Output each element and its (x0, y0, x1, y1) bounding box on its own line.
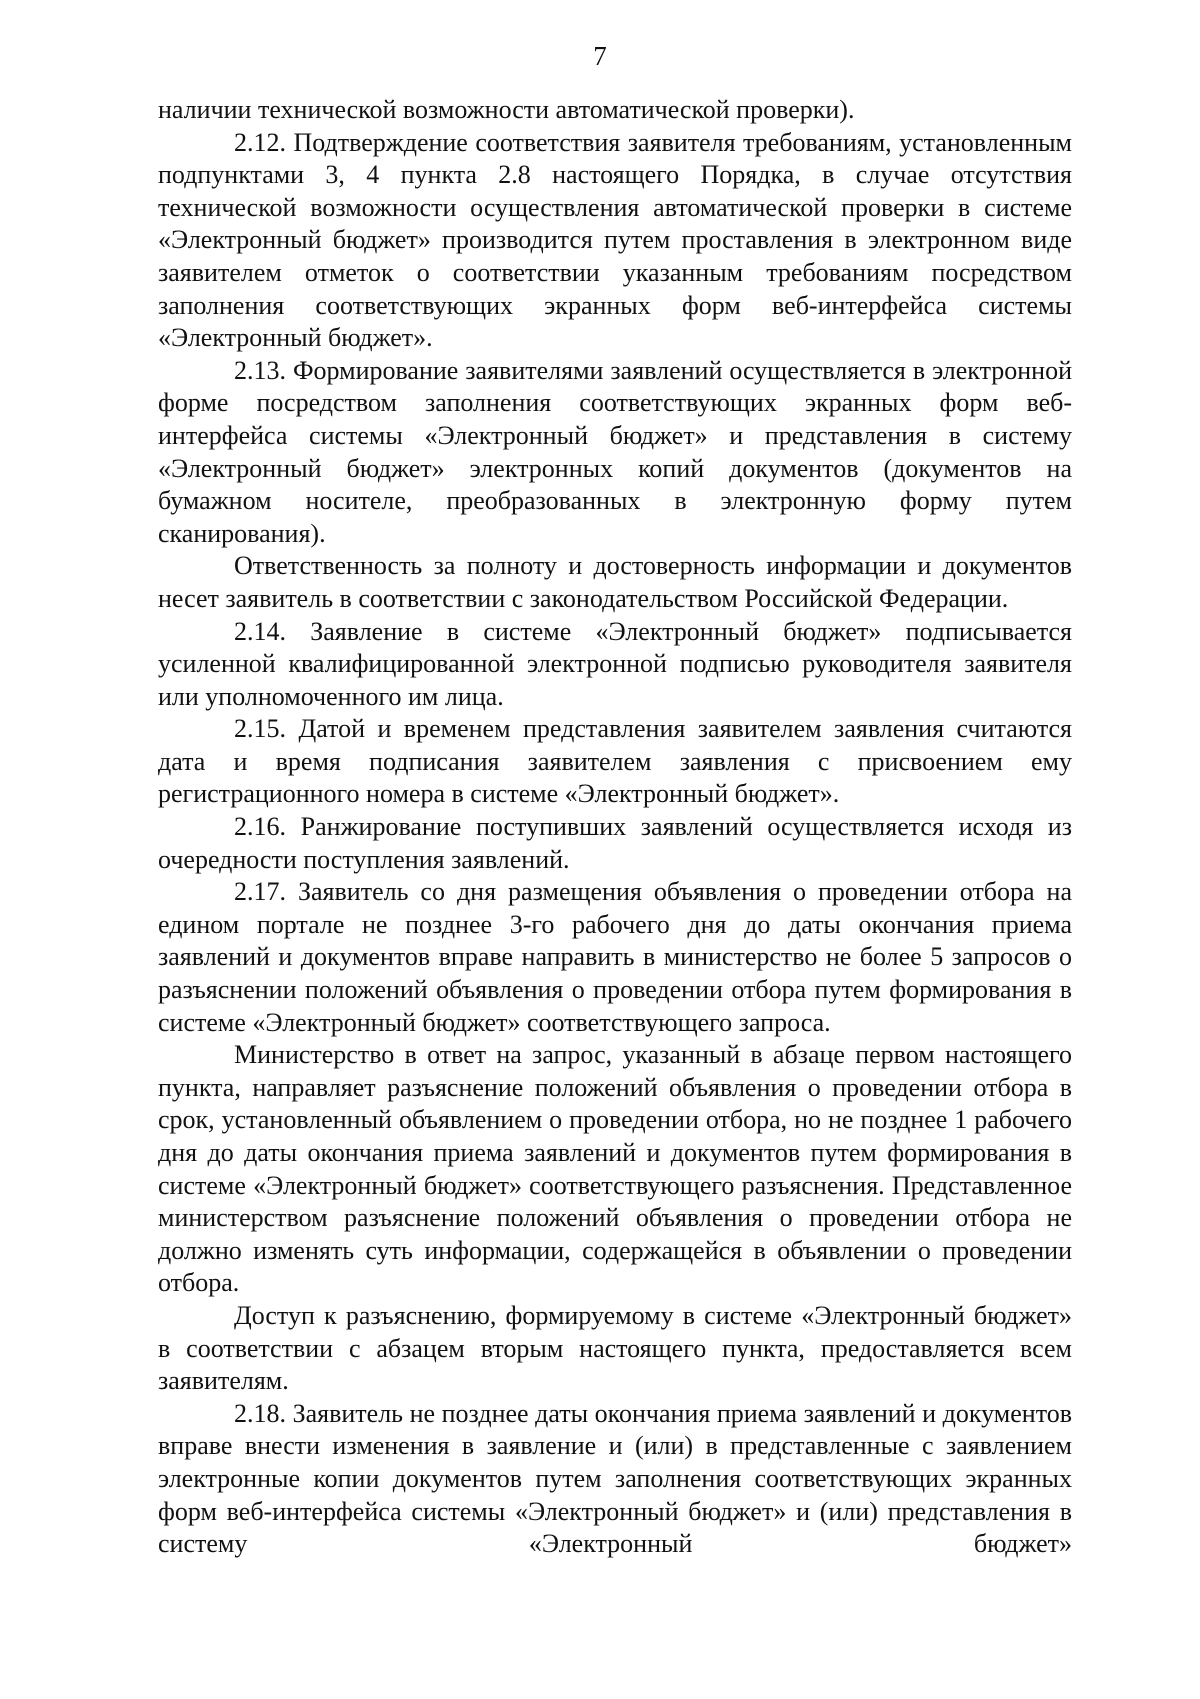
paragraph-2-12: 2.12. Подтверждение соответствия заявителя требованиям, установленным подпунктами 3, 4 пункта 2.8 настоящего Порядка, в случае отсутствия технической возможности осуществления автоматической проверки в системе «Электронный бюджет» производится путем проставления в электронном виде заявителем отметок о соответствии указанным требованиям посредством заполнения соответствующих экранных форм веб-интерфейса системы «Электронный бюджет». (158, 127, 1072, 353)
paragraph-2-16: 2.16. Ранжирование поступивших заявлений осуществляется исходя из очередности поступления заявлений. (158, 812, 1072, 874)
paragraph-2-14: 2.14. Заявление в системе «Электронный бюджет» подписывается усиленной квалифицированной электронной подписью руководителя заявителя или уполномоченного им лица. (158, 616, 1072, 711)
paragraph-2-17: 2.17. Заявитель со дня размещения объявления о проведении отбора на едином портале не позднее 3-го рабочего дня до даты окончания приема заявлений и документов вправе направить в министерство не более 5 запросов о разъяснении положений объявления о проведении отбора путем формирования в системе «Электронный бюджет» соответствующего запроса. (158, 877, 1072, 1037)
paragraph-access: Доступ к разъяснению, формируемому в системе «Электронный бюджет» в соответствии с абзацем вторым настоящего пункта, предоставляется всем заявителям. (158, 1300, 1072, 1396)
document-body (158, 94, 1072, 1561)
paragraph-continuation: наличии технической возможности автоматической проверки). (158, 95, 855, 124)
paragraph-ministry-response: Министерство в ответ на запрос, указанный в абзаце первом настоящего пункта, направляет разъяснение положений объявления о проведении отбора в срок, установленный объявлением о проведении отбора, но не позднее 1 рабочего дня до даты окончания приема заявлений и документов путем формирования в системе «Электронный бюджет» соответствующего разъяснения. Представленное министерством разъяснение положений объявления о проведении отбора не должно изменять суть информации, содержащейся в объявлении о проведении отбора. (158, 1040, 1072, 1298)
page-number: 7 (593, 41, 607, 71)
paragraph-2-18: 2.18. Заявитель не позднее даты окончания приема заявлений и документов вправе внести изменения в заявление и (или) в представленные с заявлением электронные копии документов путем заполнения соответствующих экранных форм веб-интерфейса системы «Электронный бюджет» и (или) представления в систему «Электронный бюджет» (158, 1398, 1072, 1559)
paragraph-2-13: 2.13. Формирование заявителями заявлений осуществляется в электронной форме посредством заполнения соответствующих экранных форм веб-интерфейса системы «Электронный бюджет» и представления в систему «Электронный бюджет» электронных копий документов (документов на бумажном носителе, преобразованных в электронную форму путем сканирования). (158, 355, 1072, 548)
paragraph-responsibility: Ответственность за полноту и достоверность информации и документов несет заявитель в соответствии с законодательством Российской Федерации. (158, 551, 1072, 613)
paragraph-2-15: 2.15. Датой и временем представления заявителем заявления считаются дата и время подписания заявителем заявления с присвоением ему регистрационного номера в системе «Электронный бюджет». (158, 714, 1072, 809)
